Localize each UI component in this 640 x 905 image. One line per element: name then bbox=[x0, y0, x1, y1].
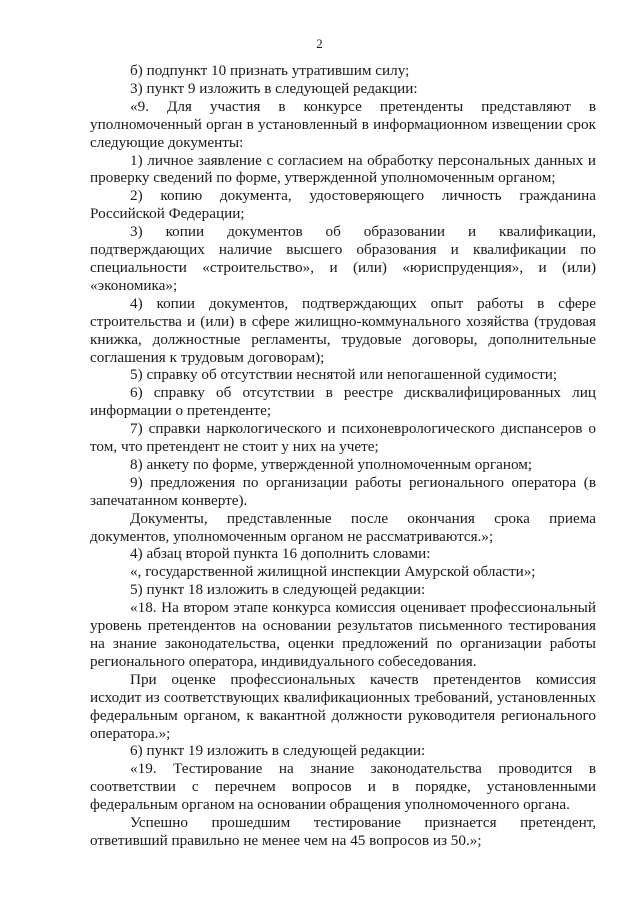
paragraph: 6) пункт 19 изложить в следующей редакции: bbox=[130, 742, 426, 760]
paragraph: Успешно прошедшим тестирование признается претендент, ответивший правильно не менее чем на 45 вопросов из 50.»; bbox=[90, 814, 596, 849]
paragraph: При оценке профессиональных качеств претендентов комиссия исходит из соответствующих квалификационных требований, установленных федеральным органом, к вакантной должности руководителя регионального оператора.»; bbox=[90, 670, 596, 742]
paragraph: 3) копии документов об образовании и квалификации, подтверждающих наличие высшего образования и квалификации по специальности «строительство», и (или) «юриспруденция», и (или) «экономика»; bbox=[90, 223, 596, 294]
paragraph: 1) личное заявление с согласием на обработку персональных данных и проверку сведений по форме, утвержденной уполномоченным органом; bbox=[90, 151, 596, 187]
paragraph: 3) пункт 9 изложить в следующей редакции: bbox=[130, 79, 418, 97]
document-body bbox=[90, 62, 596, 850]
paragraph: Документы, представленные после окончания срока приема документов, уполномоченным органом не рассматриваются.»; bbox=[90, 509, 596, 545]
paragraph: «9. Для участия в конкурсе претенденты представляют в уполномоченный орган в установленный в информационном извещении срок следующие документы: bbox=[90, 97, 596, 151]
paragraph: 4) копии документов, подтверждающих опыт работы в сфере строительства и (или) в сфере жилищно-коммунального хозяйства (трудовая книжка, должностные регламенты, трудовые договоры, дополнительные соглашения к трудовым договорам); bbox=[90, 294, 596, 366]
paragraph: 5) справку об отсутствии неснятой или непогашенной судимости; bbox=[130, 366, 558, 384]
paragraph: 9) предложения по организации работы регионального оператора (в запечатанном конверте). bbox=[90, 473, 596, 509]
paragraph: «18. На втором этапе конкурса комиссия оценивает профессиональный уровень претендентов на основании результатов письменного тестирования на знание законодательства, оценки предложений по организации работы регионального оператора, индивидуального собеседования. bbox=[90, 599, 596, 670]
paragraph: 6) справку об отсутствии в реестре дисквалифицированных лиц информации о претенденте; bbox=[90, 384, 596, 420]
paragraph: 4) абзац второй пункта 16 дополнить словами: bbox=[130, 545, 431, 563]
paragraph: 2) копию документа, удостоверяющего личность гражданина Российской Федерации; bbox=[90, 187, 596, 223]
paragraph: 8) анкету по форме, утвержденной уполномоченным органом; bbox=[130, 455, 533, 473]
paragraph: «, государственной жилищной инспекции Амурской области»; bbox=[130, 563, 536, 581]
paragraph: б) подпункт 10 признать утратившим силу; bbox=[130, 62, 410, 79]
paragraph: «19. Тестирование на знание законодательства проводится в соответствии с перечнем вопросов и в порядке, установленными федеральным органом на основании обращения уполномоченного органа. bbox=[90, 760, 596, 814]
page-number: 2 bbox=[316, 36, 324, 51]
paragraph: 7) справки наркологического и психоневрологического диспансеров о том, что претендент не стоит у них на учете; bbox=[90, 420, 596, 456]
paragraph: 5) пункт 18 изложить в следующей редакции: bbox=[130, 581, 426, 599]
